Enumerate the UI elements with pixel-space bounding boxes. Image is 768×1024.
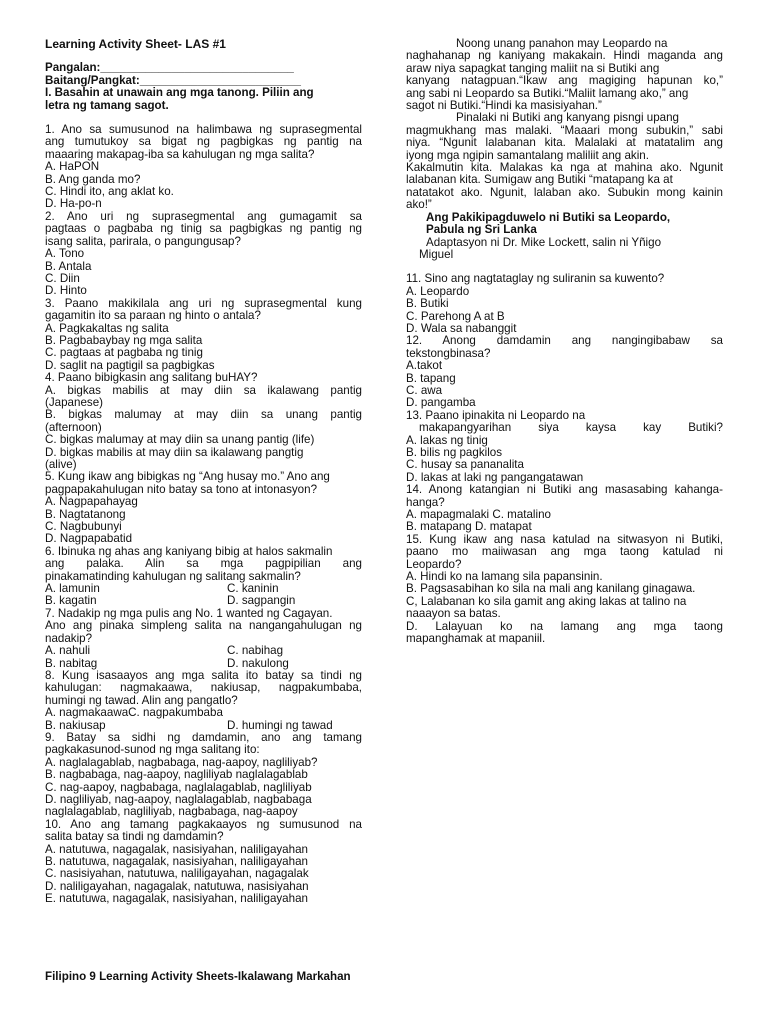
- text-line: C. bigkas malumay at may diin sa unang pantig (life): [45, 433, 315, 447]
- option-text: B. kagatin: [45, 594, 97, 608]
- text-line: C. nag-aapoy, nagbabaga, naglalagablab, nagliliyab: [45, 780, 312, 794]
- text-line: D. Lalayuan ko na lamang ang mga taong: [406, 619, 723, 633]
- text-line: B. matapang D. matapat: [406, 520, 532, 534]
- questions-13-to-15: [406, 435, 723, 646]
- text-line: B. bigkas malumay at may diin sa unang pantig: [45, 408, 362, 422]
- story-title-line-1: Ang Pakikipagduwelo ni Butiki sa Leopardo,: [426, 210, 671, 224]
- text-line: hanga?: [406, 495, 445, 509]
- text-line: C. Parehong A at B: [406, 309, 505, 323]
- text-line: kahulugan: nagmakaawa, nakiusap, nagpakumbaba,: [45, 681, 362, 695]
- text-line: C. awa: [406, 383, 443, 397]
- text-line: A. nagmakaawaC. nagpakumbaba: [45, 706, 223, 720]
- text-line: B. Butiki: [406, 297, 449, 311]
- text-line: A. bigkas mabilis at may diin sa ikalawang pantig: [45, 383, 362, 397]
- text-line: D. nagliliyab, nag-aapoy, naglalagablab, nagbabaga: [45, 792, 312, 806]
- text-line: ang palaka. Alin sa mga pagpipilian ang: [45, 557, 362, 571]
- instruction-line-2: letra ng tamang sagot.: [45, 98, 169, 112]
- text-line: ako!”: [406, 198, 432, 212]
- text-line: B. bilis ng pagkilos: [406, 446, 503, 459]
- text-line: 5. Kung ikaw ang bibigkas ng “Ang husay mo.” Ano ang: [45, 470, 330, 484]
- text-line: 1. Ano sa sumusunod na halimbawa ng suprasegmental: [45, 123, 362, 137]
- text-line: mapanghamak at mapaniil.: [406, 632, 546, 646]
- page-footer: Filipino 9 Learning Activity Sheets-Ikalawang Markahan: [45, 970, 351, 983]
- text-line: A. lakas ng tinig: [406, 433, 488, 447]
- text-line: B. Nagtatanong: [45, 507, 126, 521]
- text-line: pagkakasunod-sunod ng mga salitang ito:: [45, 743, 260, 757]
- q13-line-2: makapangyarihan siya kaysa kay Butiki?: [419, 421, 723, 435]
- text-line: D. Hinto: [45, 284, 87, 298]
- text-line: A. naglalagablab, nagbabaga, nag-aapoy, nagliliyab?: [45, 755, 318, 769]
- text-line: pagpapakahulugan nito batay sa tono at intonasyon?: [45, 482, 318, 496]
- text-line: D. Wala sa nabanggit: [406, 321, 517, 335]
- text-line: 10. Ano ang tamang pagkakaayos ng sumusunod na: [45, 817, 362, 831]
- text-line: A. natutuwa, nagagalak, nasisiyahan, naliligayahan: [45, 842, 308, 856]
- text-line: D. naliligayahan, nagagalak, natutuwa, nasisiyahan: [45, 879, 309, 893]
- text-line: 13. Paano ipinakita ni Leopardo na: [406, 408, 586, 422]
- questions-11-to-13: [406, 273, 723, 422]
- instruction-line-1: I. Basahin at unawain ang mga tanong. Piliin ang: [45, 86, 314, 100]
- text-line: C. pagtaas at pagbaba ng tinig: [45, 346, 203, 360]
- text-line: lalabanan kita. Sumigaw ang Butiki “matapang ka at: [406, 173, 673, 187]
- text-line: 14. Anong katangian ni Butiki ang masasabing kahanga-: [406, 483, 723, 497]
- text-line: pagtaas o pagbaba ng tinig sa pagbigkas ng pantig ng: [45, 222, 362, 236]
- text-line: D. saglit na pagtigil sa pagbigkas: [45, 358, 215, 372]
- text-line: 11. Sino ang nagtataglay ng suliranin sa kuwento?: [406, 272, 665, 286]
- text-line: naglalagablab, nagliliyab, nagbabaga, nag-aapoy: [45, 805, 298, 819]
- option-text: D. sagpangin: [227, 594, 296, 608]
- questions-9-10: [45, 732, 362, 906]
- text-line: C. husay sa pananalita: [406, 458, 524, 472]
- text-line: humingi ng tawad. Alin ang pangatlo?: [45, 693, 238, 707]
- option-text: D. humingi ng tawad: [227, 718, 333, 732]
- text-line: ang sabi ni Leopardo sa Butiki.“Maliit lamang ako,” ang: [406, 86, 689, 100]
- text-line: 12. Anong damdamin ang nangingibabaw sa: [406, 334, 723, 348]
- option-text: C. nabihag: [227, 644, 284, 658]
- text-line: iyong mga ngipin samantalang maliliit ang akin.: [406, 148, 649, 162]
- text-line: naghahanap ng kaniyang makakain. Hindi maganda ang: [406, 49, 723, 63]
- text-line: Pinalaki ni Butiki ang kanyang pisngi upang: [456, 111, 680, 125]
- q6-options: [45, 583, 362, 608]
- text-line: kanyang natagpuan.“Ikaw ang magiging hapunan ko,”: [406, 74, 723, 88]
- option-row: [45, 645, 362, 657]
- text-line: Ano ang pinaka simpleng salita na nangangahulugan ng: [45, 619, 362, 633]
- option-text: A. lamunin: [45, 582, 100, 596]
- text-line: 3. Paano makikilala ang uri ng suprasegmental kung: [45, 296, 362, 310]
- text-line: C. Nagbubunyi: [45, 520, 122, 534]
- text-line: D. bigkas mabilis at may diin sa ikalawang pangtig: [45, 445, 304, 459]
- text-line: A. Hindi ko na lamang sila papansinin.: [406, 570, 603, 584]
- story-credit-line-2: Miguel: [419, 247, 454, 261]
- text-line: natatakot ako. Ngunit, lalaban ako. Subukin mong kainin: [406, 185, 723, 199]
- text-line: paano mo maiiwasan ang mga taong katulad ni: [406, 545, 723, 559]
- left-column: [45, 38, 362, 906]
- text-line: A. Nagpapahayag: [45, 495, 138, 509]
- text-line: niya. “Ngunit lalabanan kita. Malalaki at matatalim ang: [406, 136, 723, 150]
- text-line: Noong unang panahon may Leopardo na: [456, 37, 668, 50]
- text-line: isang salita, parirala, o pangungusap?: [45, 234, 241, 248]
- questions-1-to-6: [45, 124, 362, 583]
- text-line: 9. Batay sa sidhi ng damdamin, ano ang tamang: [45, 730, 362, 744]
- text-line: gagamitin ito sa paraan ng hinto o antala?: [45, 309, 261, 323]
- text-line: Leopardo?: [406, 557, 462, 571]
- grade-label: Baitang/Pangkat:_________________________: [45, 73, 301, 87]
- option-text: B. nabitag: [45, 656, 98, 670]
- option-text: D. nakulong: [227, 656, 289, 670]
- text-line: naaayon sa batas.: [406, 607, 501, 621]
- text-line: sagot ni Butiki.“Hindi ka masisiyahan.”: [406, 99, 602, 113]
- text-line: B. Pagbabaybay ng mga salita: [45, 333, 203, 347]
- question-7: [45, 608, 362, 645]
- text-line: A. Leopardo: [406, 284, 470, 298]
- text-line: Kakalmutin kita. Malakas ka nga at mahina ako. Ngunit: [406, 161, 723, 175]
- text-line: 7. Nadakip ng mga pulis ang No. 1 wanted ng Cagayan.: [45, 606, 333, 620]
- text-line: ang tumutukoy sa bigat ng pagbigkas ng pantig na: [45, 135, 362, 149]
- text-line: C. nasisiyahan, natutuwa, naliligayahan, nagagalak: [45, 867, 309, 881]
- story-credit-line-1: Adaptasyon ni Dr. Mike Lockett, salin ni Yñigo: [426, 235, 662, 249]
- text-line: (alive): [45, 458, 77, 471]
- text-line: E. natutuwa, nagagalak, nasisiyahan, naliligayahan: [45, 892, 308, 906]
- question-8: [45, 670, 362, 720]
- name-label: Pangalan:______________________________: [45, 61, 294, 75]
- text-line: B. tapang: [406, 371, 456, 385]
- option-text: A. nahuli: [45, 644, 91, 658]
- option-text: B. nakiusap: [45, 718, 106, 732]
- text-line: 2. Ano uri ng suprasegmental ang gumagamit sa: [45, 209, 362, 223]
- text-line: D. Ha-po-n: [45, 197, 102, 211]
- text-line: D. lakas at laki ng pangangatawan: [406, 470, 584, 484]
- text-line: 4. Paano bibigkasin ang salitang buHAY?: [45, 371, 258, 385]
- text-line: D. pangamba: [406, 396, 476, 410]
- right-column: [406, 38, 723, 646]
- text-line: A. mapagmalaki C. matalino: [406, 508, 551, 522]
- text-line: araw niya sapagkat tanging maliit na si Butiki ang: [406, 61, 660, 75]
- text-line: A.takot: [406, 359, 443, 373]
- text-line: A. Pagkakaltas ng salita: [45, 321, 169, 335]
- text-line: pinakamatinding kahulugan ng salitang sakmalin?: [45, 569, 301, 583]
- story-paragraph-1: [406, 38, 723, 112]
- text-line: magmukhang mas malaki. “Maaari mong subukin,” sabi: [406, 123, 723, 137]
- text-line: A. HaPON: [45, 160, 100, 174]
- text-line: tekstongbinasa?: [406, 346, 491, 360]
- story-paragraph-2: [406, 112, 723, 211]
- option-row: [45, 595, 362, 607]
- text-line: 8. Kung isasaayos ang mga salita ito batay sa tindi ng: [45, 668, 362, 682]
- text-line: C. Hindi ito, ang aklat ko.: [45, 185, 174, 199]
- text-line: B. Antala: [45, 259, 92, 273]
- text-line: 6. Ibinuka ng ahas ang kaniyang bibig at halos sakmalin: [45, 544, 333, 558]
- text-line: B. natutuwa, nagagalak, nasisiyahan, naliligayahan: [45, 855, 308, 868]
- text-line: salita batay sa tindi ng damdamin?: [45, 830, 224, 844]
- text-line: maaaring makapag-iba sa kahulugan ng mga salita?: [45, 147, 315, 161]
- text-line: D. Nagpapabatid: [45, 532, 133, 546]
- text-line: C. Diin: [45, 271, 80, 285]
- option-text: C. kaninin: [227, 582, 279, 596]
- text-line: nadakip?: [45, 631, 93, 645]
- q7-options: [45, 645, 362, 670]
- story-title-line-2: Pabula ng Sri Lanka: [426, 223, 537, 237]
- text-line: A. Tono: [45, 247, 85, 261]
- text-line: (afternoon): [45, 420, 102, 434]
- text-line: C, Lalabanan ko sila gamit ang aking lakas at talino na: [406, 594, 687, 608]
- text-line: (Japanese): [45, 395, 104, 409]
- text-line: B. Ang ganda mo?: [45, 172, 141, 186]
- text-line: B. nagbabaga, nag-aapoy, nagliliyab naglalagablab: [45, 768, 308, 782]
- sheet-title: Learning Activity Sheet- LAS #1: [45, 37, 226, 51]
- text-line: 15. Kung ikaw ang nasa katulad na sitwasyon ni Butiki,: [406, 532, 723, 546]
- text-line: B. Pagsasabihan ko sila na mali ang kanilang ginagawa.: [406, 582, 696, 596]
